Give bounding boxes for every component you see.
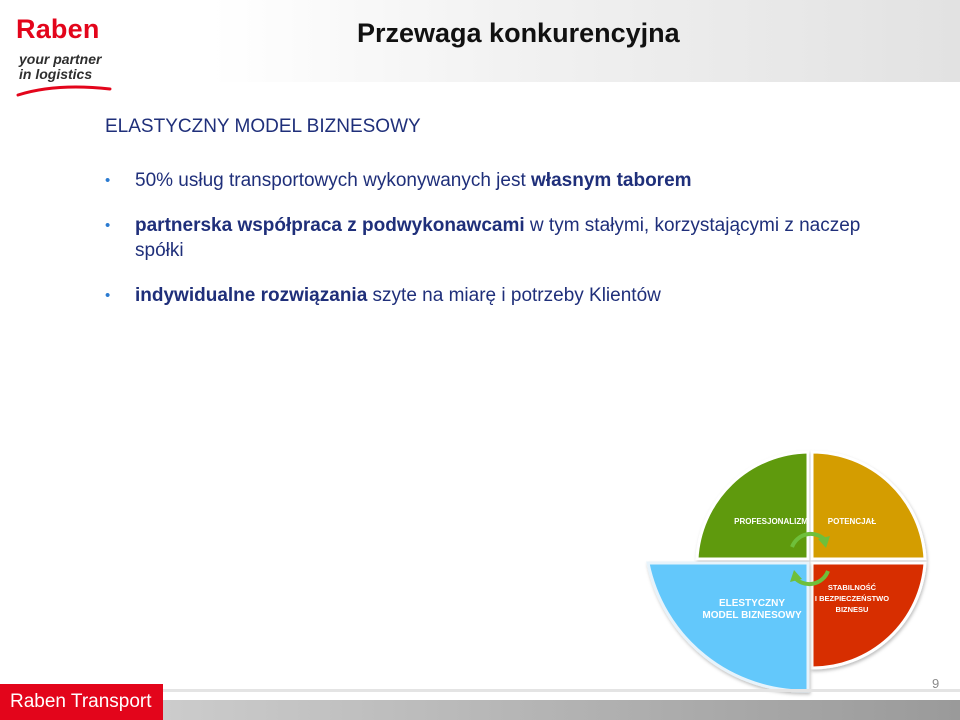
bullet-text: w tym stałymi, korzystającymi z naczep spółki [135, 215, 861, 261]
bullet-dot-icon: • [105, 172, 111, 189]
segment-label-elastyczny-1: ELESTYCZNY [718, 598, 786, 609]
segment-label-stabilnosc-3: BIZNESU [835, 605, 869, 614]
logo-tagline-line2: in logistics [19, 66, 93, 82]
bullet-text: 50% usług transportowych wykonywanych jest [135, 170, 532, 191]
page-title: Przewaga konkurencyjna [357, 18, 680, 48]
section-subtitle: ELASTYCZNY MODEL BIZNESOWY [105, 116, 421, 137]
segment-stabilnosc [812, 563, 925, 668]
bullet-dot-icon: • [105, 287, 111, 304]
segment-elastyczny-model [648, 563, 808, 691]
bullet-item [105, 213, 905, 263]
bullet-text: szyte na miarę i potrzeby Klientów [367, 285, 661, 306]
segment-label-stabilnosc-2: I BEZPIECZEŃSTWO [814, 594, 890, 603]
bullet-list [105, 168, 905, 328]
footer-divider [162, 689, 960, 692]
segment-label-stabilnosc-1: STABILNOŚĆ [827, 583, 877, 592]
bullet-text-bold: indywidualne rozwiązania [135, 285, 368, 306]
logo-tagline [19, 52, 101, 82]
bullet-item [105, 168, 905, 193]
bullet-text-bold: własnym taborem [531, 170, 692, 191]
segment-profesjonalizm [697, 452, 808, 559]
logo-tagline-line1: your partner [19, 51, 102, 67]
bullet-item [105, 283, 905, 308]
logo-swoosh-icon [16, 84, 112, 98]
logo-wordmark: Raben [16, 14, 100, 44]
segment-label-potencjal: POTENCJAŁ [827, 517, 877, 526]
segment-potencjal [812, 452, 925, 559]
footer-brand: Raben Transport [0, 684, 163, 720]
bullet-dot-icon: • [105, 217, 111, 234]
segment-label-profesjonalizm: PROFESJONALIZM [734, 517, 808, 526]
bullet-text-bold: partnerska współpraca z podwykonawcami [135, 215, 525, 236]
raben-logo [14, 14, 124, 100]
business-model-diagram [640, 445, 940, 700]
segment-label-elastyczny-2: MODEL BIZNESOWY [702, 610, 802, 621]
page-number: 9 [932, 676, 940, 691]
